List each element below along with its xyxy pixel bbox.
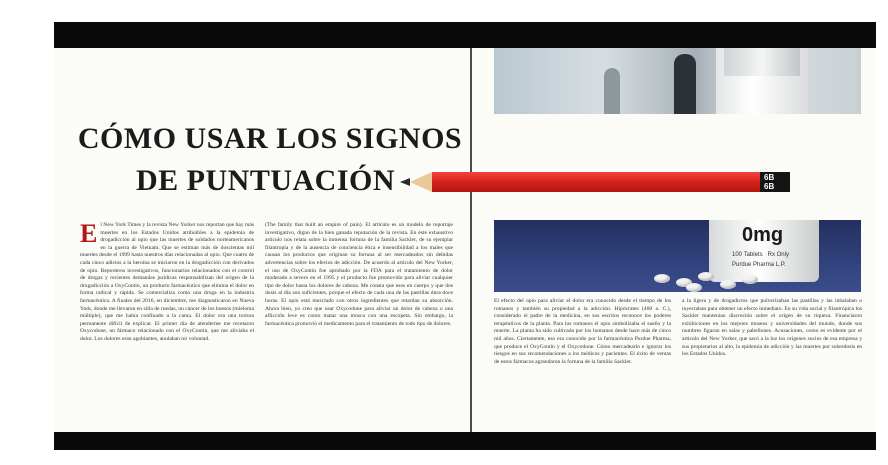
pill-image: [742, 275, 758, 284]
pencil-end-cap: [760, 172, 790, 192]
pill-image: [698, 272, 714, 281]
column-text: l New York Times y la revista New Yorker nos reportan que hay más muertes en los Estados Unidos atribuibles a la epidemia de drogadicción al opio que las muertes de soldados norteamericanos en la guerra de Vietnam. Que se estiman más de doscientas mil muertes desde el 1999 hasta nuestros días relacionadas al opio. Que cuatro de cada cinco adictos a la heroína se iniciaron en la drogadicción con derivados de opio. Reporteros investigativos, funcionarios relacionados con el control de drogas y recientes demandas jurídicas responsabilizan del origen de la drogadicción a OxyContin, un producto farmacéutico que elimina el dolor en forma radical y rápida. Se comercializa como una droga en la industria farmacéutica. A finales del 2016, en diciembre, me diagnosticaron en Nueva York, donde me llevaron en silla de ruedas, un cáncer de los huesos (mieloma múltiple), que me había confinado a la cama. El dolor era una tortura permanente difícil de explicar. El primer día de atenderme me recetaron Oxycodone, un fármaco relacionado con el OxyContin, que me aliviaba el dolor. Los dolores eran agobiantes, anulaban mi voluntad.: [80, 222, 254, 342]
pencil-wood-tip: [410, 172, 432, 192]
column-text: (The family that built an empire of pain). El artículo es un modelo de reportaje investigativo, digno de la bien ganada reputación de la revista. En éste exhaustivo artículo nos relata sobre la inmensa fortuna de la familia Sackler, de su ejemplar filantropía y de la ausencia de conciencia ética e insensibilidad a los males que causan los productos que originan su fortuna al ser mercadeados sin debidas advertencias sobre los efectos de adicción. De acuerdo al artículo del New Yorker, el uso de OxyContin fue aprobado por la FDA para el tratamiento de dolor moderado a severo en el 1995 y el producto fue promovido para aliviar cualquier tipo de dolor hasta los dolores de cabeza. Me consta que esos en cuerpo y que dos dosis al día son suficientes, porque el efecto de cada una de las pastillas dura doce horas. El opio está mezclado con otros ingredientes que retardan su absorción. Ahora bien, yo creo que usar Oxycodone para aliviar un dolor de cabeza o una aflicción leve es como matar una mosca con una escopeta. Sin embargo, la farmacéutica promovió el medicamento para el tratamiento de todo tipo de dolores.: [265, 222, 453, 327]
title-line-2: DE PUNTUACIÓN: [136, 164, 396, 197]
article-column-1: [80, 222, 254, 432]
page-gutter: [470, 48, 472, 432]
pill-image: [686, 283, 702, 292]
pill-image: [654, 274, 670, 283]
bottle-count-label: 100 Tablets Rx Only: [732, 252, 789, 258]
pills-photo: [494, 220, 861, 292]
background-person: [604, 68, 620, 114]
pharmacy-photo: [494, 48, 861, 114]
top-black-band: [54, 22, 876, 48]
pill-image: [720, 280, 736, 289]
article-column-4: [682, 298, 862, 432]
drop-cap: E: [80, 222, 98, 248]
bottom-black-band: [54, 432, 876, 450]
column-text: a la ligera y de drogadictos que pulverizaban las pastillas y las inhalaban o inyectaban para obtener un efecto inmediato. En su vida social y filantrópica los Sackler mantenían discreción sobre el origen de su riqueza. Financiaron exhibiciones en los mejores museos y universidades del mundo, donde sus nombres figuran en salas y pabellones. Acusaciones, como es evidente por el artículo del New Yorker, que sacó a la luz los orígenes sucios de esa empresa y sus propietarios al alto, la epidemia de adicción y las muertes por sobredosis en los Estados Unidos.: [682, 298, 862, 358]
pencil-graphic: [396, 170, 790, 196]
column-text: El efecto del opio para aliviar el dolor era conocido desde el tiempo de los romanos y también su propiedad a la adicción. Hipócrates (460 a. C.), considerado el padre de la medicina, en sus escritos reconoce los poderes terapéuticos de la planta. Para los romanos el opio simbolizaba el sueño y la muerte. La planta ha sido cultivada por los humanos desde hace más de cinco mil años. Ciertamente, eso era conocido por la farmacéutica Purdue Pharma, que produce el OxyContin y el Oxycodone. Cómo mercadearlo e ignorar los riesgos en sus recomendaciones a los médicos y pacientes. El éxito de ventas de estos fármacos agrandaron la fortuna de la familia Sackler.: [494, 298, 671, 365]
pencil-lead: [400, 178, 410, 186]
pencil-grade-mark: 6B: [764, 182, 775, 191]
bottle-maker-label: Purdue Pharma L.P.: [732, 262, 786, 268]
pencil-body: [432, 172, 760, 192]
title-line-1: CÓMO USAR LOS SIGNOS: [77, 122, 463, 155]
bottle-dose-label: 0mg: [742, 224, 784, 246]
article-column-2: [265, 222, 453, 432]
article-column-3: [494, 298, 671, 432]
pencil-grade-mark: 6B: [764, 173, 775, 182]
bottle-cap-image: [724, 48, 800, 76]
pharmacist-silhouette: [674, 54, 696, 114]
